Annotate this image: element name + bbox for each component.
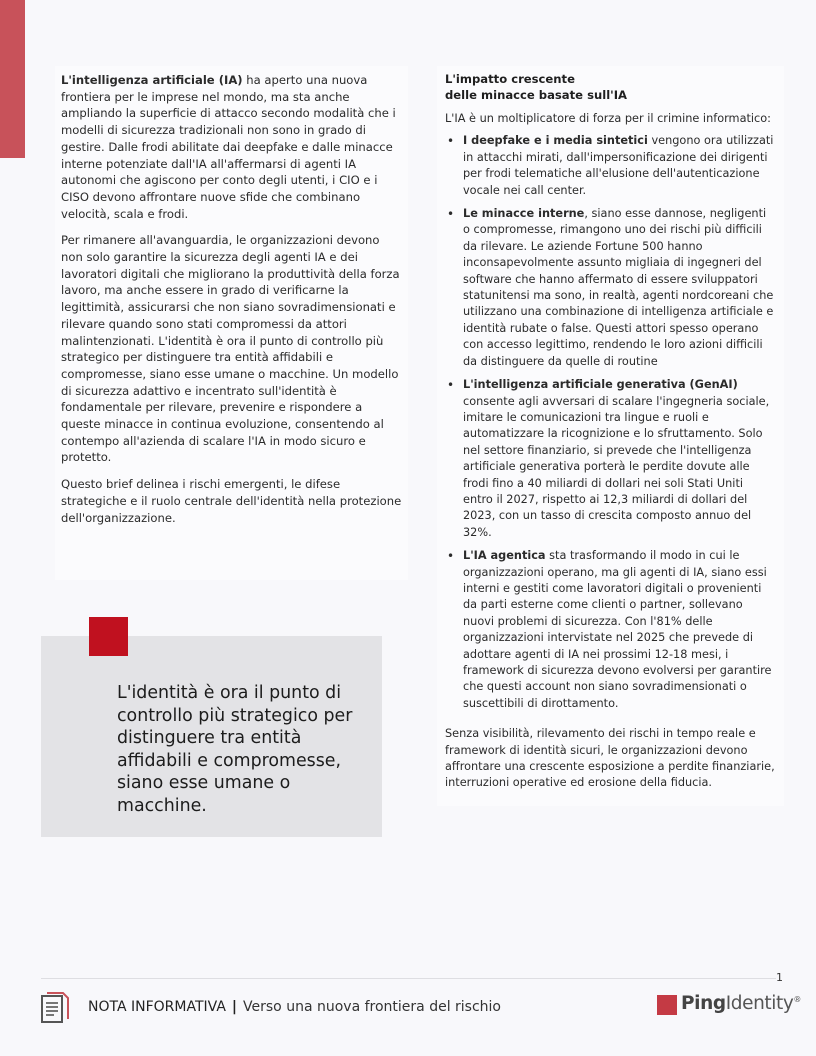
bullet-bold: L'IA agentica bbox=[463, 549, 546, 563]
paragraph-2: Per rimanere all'avanguardia, le organizzazioni devono non solo garantire la sicurezza degli agenti IA e dei lavoratori digitali che migliorano la produttività della forza lavoro, ma anche essere in grado di verificarne la legittimità, assicurarsi che non siano sovradimensionati e rilevare quando sono stati compromessi da attori malintenzionati. L'identità è ora il punto di controllo più strategico per distinguere tra entità affidabili e compromesse, siano esse umane o macchine. Un modello di sicurezza adattivo e incentrato sull'identità è fondamentale per rilevare, prevenire e rispondere a queste minacce in continua evoluzione, consentendo al contempo all'azienda di scalare l'IA in modo sicuro e protetto. bbox=[61, 233, 400, 465]
threat-list bbox=[445, 133, 776, 712]
list-item bbox=[445, 206, 776, 370]
ping-identity-logo bbox=[657, 993, 802, 1017]
bullet-bold: I deepfake e i media sintetici bbox=[463, 134, 648, 148]
accent-bar bbox=[0, 0, 25, 158]
logo-bold: Ping bbox=[681, 993, 726, 1014]
section-intro: L'IA è un moltiplicatore di forza per il crimine informatico: bbox=[445, 112, 771, 125]
footer-label: NOTA INFORMATIVA bbox=[88, 999, 226, 1015]
intro-text: ha aperto una nuova frontiera per le imprese nel mondo, ma sta anche ampliando la superficie di attacco secondo modalità che i modelli di sicurezza tradizionali non sono in grado di gestire. Dalle frodi abilitate dai deepfake e dalle minacce interne potenziate dall'IA all'affermarsi di agenti IA autonomi che agiscono per conto degli utenti, i CIO e i CISO devono affrontare nuove sfide che combinano velocità, scala e frodi. bbox=[61, 73, 396, 221]
bullet-text: , siano esse dannose, negligenti o compromesse, rimangono uno dei rischi più difficili da rilevare. Le aziende Fortune 500 hanno inconsapevolmente assunto migliaia di ingegneri del software che hanno affermato di essere sviluppatori statunitensi ma sono, in realtà, agenti nordcoreani che utilizzano una combinazione di intelligenza artificiale e identità rubate o false. Questi attori spesso operano con accesso legittimo, rendendo le loro azioni difficili da distinguere da quelle di routine bbox=[463, 207, 774, 368]
bullet-text: sta trasformando il modo in cui le organizzazioni operano, ma gli agenti di IA, siano essi interni e gestiti come lavoratori digitali o provenienti da parti esterne come clienti o partner, sollevano nuovi problemi di sicurezza. Con l'81% delle organizzazioni intervistate nel 2025 che prevede di adottare agenti di IA nei prossimi 12-18 mesi, i framework di sicurezza devono evolversi per garantire che questi account non siano sovradimensionati o suscettibili di dirottamento. bbox=[463, 549, 772, 710]
document-icon bbox=[41, 992, 69, 1024]
quote-accent-square bbox=[89, 617, 128, 656]
pull-quote-text: L'identità è ora il punto di controllo più strategico per distinguere tra entità affidabili e compromesse, siano esse umane o macchine. bbox=[117, 683, 353, 816]
logo-wordmark bbox=[681, 993, 801, 1014]
heading-line-2: delle minacce basate sull'IA bbox=[445, 87, 628, 102]
list-item bbox=[445, 377, 776, 541]
intro-column bbox=[55, 66, 408, 580]
threats-column bbox=[437, 66, 784, 806]
bullet-bold: Le minacce interne bbox=[463, 207, 585, 221]
bullet-text: consente agli avversari di scalare l'ingegneria sociale, imitare le comunicazioni tra lingue e ruoli e automatizzare la ricognizione e lo sfruttamento. Solo nel settore finanziario, si prevede che l'intelligenza artificiale generativa porterà le perdite dovute alle frodi fino a 40 miliardi di dollari nei soli Stati Uniti entro il 2027, rispetto ai 12,3 miliardi di dollari del 2023, con un tasso di crescita composto annuo del 32%. bbox=[463, 394, 770, 539]
list-item bbox=[445, 548, 776, 712]
bullet-text: vengono ora utilizzati in attacchi mirati, dall'impersonificazione dei dirigenti per frodi telematiche all'elusione dell'autenticazione vocale nei call center. bbox=[463, 134, 774, 197]
intro-bold: L'intelligenza artificiale (IA) bbox=[61, 73, 243, 87]
paragraph-3: Questo brief delinea i rischi emergenti, le difese strategiche e il ruolo centrale dell'identità nella protezione dell'organizzazione. bbox=[61, 477, 402, 525]
heading-line-1: L'impatto crescente bbox=[445, 72, 575, 86]
footer-title bbox=[88, 999, 501, 1015]
footer-subtitle: Verso una nuova frontiera del rischio bbox=[243, 999, 501, 1015]
bullet-bold: L'intelligenza artificiale generativa (GenAI) bbox=[463, 378, 738, 392]
logo-registered: ® bbox=[793, 994, 802, 1004]
intro-paragraph bbox=[61, 72, 402, 222]
section-heading bbox=[445, 72, 776, 103]
page-number: 1 bbox=[776, 971, 783, 984]
list-item bbox=[445, 133, 776, 199]
logo-rest: Identity bbox=[725, 993, 794, 1014]
logo-square-icon bbox=[657, 995, 677, 1015]
closing-paragraph: Senza visibilità, rilevamento dei rischi in tempo reale e framework di identità sicuri, le organizzazioni devono affrontare una crescente esposizione a perdite finanziarie, interruzioni operative ed erosione della fiducia. bbox=[445, 727, 775, 790]
footer-divider bbox=[41, 978, 776, 979]
footer-separator: | bbox=[231, 999, 238, 1015]
